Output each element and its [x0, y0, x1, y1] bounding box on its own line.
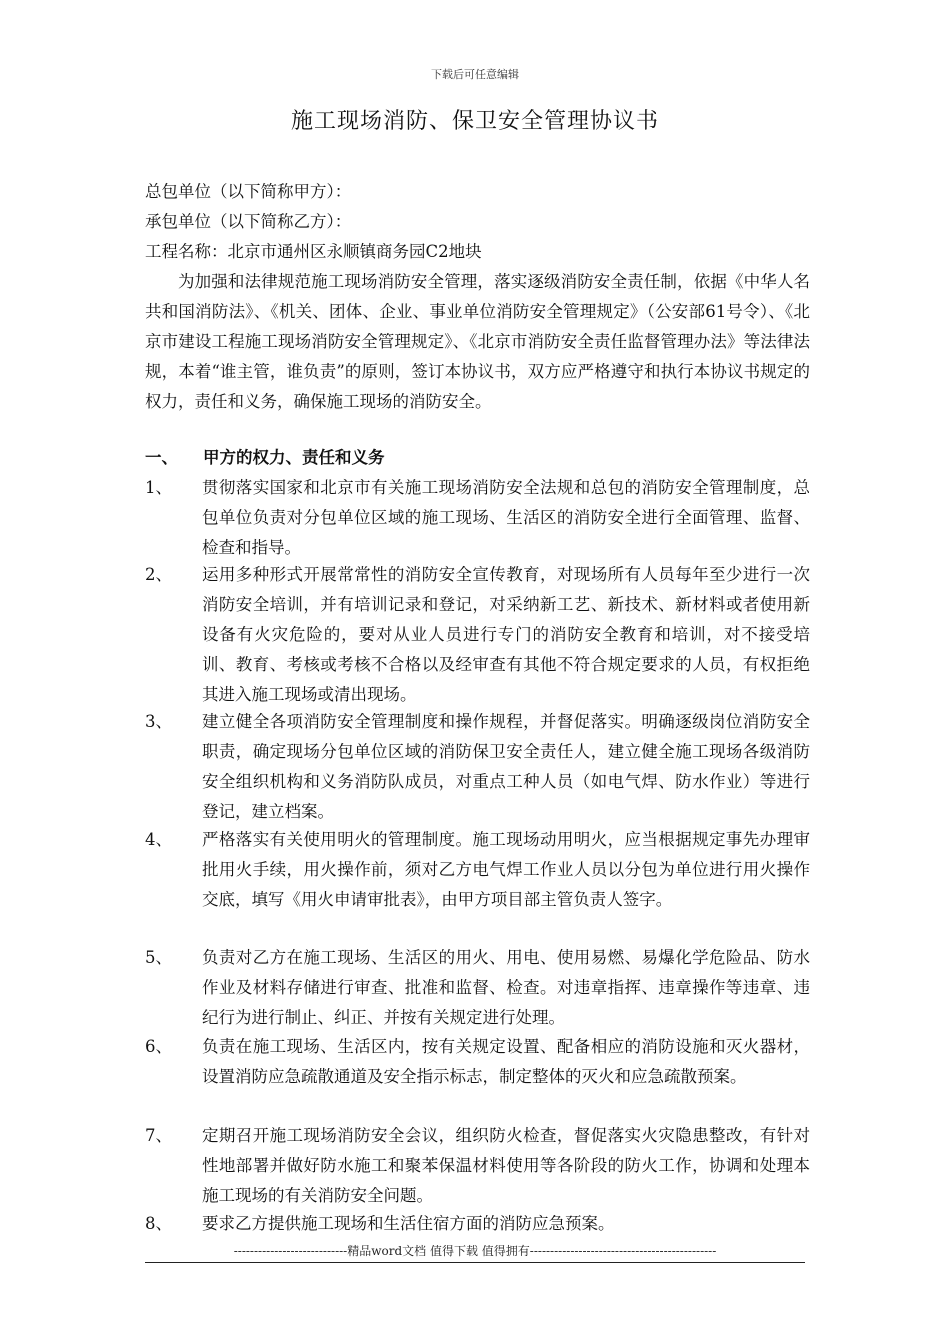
list-item-text: 定期召开施工现场消防安全会议，组织防火检查，督促落实火灾隐患整改，有针对性地部署并做好防水施工和聚苯保温材料使用等各阶段的防火工作，协调和处理本施工现场的有关消防安全问题。	[202, 1126, 810, 1205]
list-item	[145, 707, 810, 827]
list-item	[145, 560, 810, 710]
section-heading	[145, 443, 385, 473]
list-item-number: 8、	[145, 1214, 172, 1233]
field-general-contractor: 总包单位（以下简称甲方）：	[145, 182, 352, 201]
document-title: 施工现场消防、保卫安全管理协议书	[290, 109, 659, 134]
list-item-number: 2、	[145, 565, 172, 584]
list-item-text: 建立健全各项消防安全管理制度和操作规程，并督促落实。明确逐级岗位消防安全职责，确定现场分包单位区域的消防保卫安全责任人，建立健全施工现场各级消防安全组织机构和义务消防队成员，对重点工种人员（如电气焊、防水作业）等进行登记，建立档案。	[202, 712, 810, 821]
document-body	[145, 177, 810, 1237]
section-number: 一、	[145, 448, 178, 467]
list-item-number: 3、	[145, 712, 172, 731]
header-note: 下载后可任意编辑	[431, 68, 519, 81]
list-item-text: 运用多种形式开展常常性的消防安全宣传教育，对现场所有人员每年至少进行一次消防安全培训，并有培训记录和登记，对采纳新工艺、新技术、新材料或者使用新设备有火灾危险的，要对从业人员进行专门的消防安全教育和培训，对不接受培训、教育、考核或考核不合格以及经审查有其他不符合规定要求的人员，有权拒绝其进入施工现场或清出现场。	[202, 565, 810, 704]
list-item	[145, 943, 810, 1033]
list-item	[145, 825, 810, 915]
section-title: 甲方的权力、责任和义务	[203, 448, 385, 467]
footer-note: ----------------------------精品word文档 值得下载 值得拥有----------------------------------------------	[233, 1244, 717, 1258]
list-item-number: 7、	[145, 1126, 172, 1145]
list-item-number: 5、	[145, 948, 172, 967]
field-project-name: 工程名称：北京市通州区永顺镇商务园C2地块	[145, 242, 482, 261]
intro-paragraph: 为加强和法律规范施工现场消防安全管理，落实逐级消防安全责任制，依据《中华人名共和国消防法》、《机关、团体、企业、事业单位消防安全管理规定》（公安部61号令）、《北京市建设工程施工现场消防安全管理规定》、《北京市消防安全责任监督管理办法》等法律法规，本着“谁主管，谁负责”的原则，签订本协议书，双方应严格遵守和执行本协议书规定的权力，责任和义务，确保施工现场的消防安全。	[145, 272, 810, 411]
list-item	[145, 1032, 810, 1092]
list-item-text: 负责对乙方在施工现场、生活区的用火、用电、使用易燃、易爆化学危险品、防水作业及材料存储进行审查、批准和监督、检查。对违章指挥、违章操作等违章、违纪行为进行制止、纠正、并按有关规定进行处理。	[202, 948, 810, 1027]
list-item-text: 要求乙方提供施工现场和生活住宿方面的消防应急预案。	[202, 1214, 615, 1233]
footer-rule	[145, 1262, 805, 1263]
list-item	[145, 473, 810, 563]
list-item	[145, 1209, 810, 1239]
list-item	[145, 1121, 810, 1211]
field-subcontractor: 承包单位（以下简称乙方）：	[145, 212, 352, 231]
list-item-text: 严格落实有关使用明火的管理制度。施工现场动用明火，应当根据规定事先办理审批用火手续，用火操作前，须对乙方电气焊工作业人员以分包为单位进行用火操作交底，填写《用火申请审批表》，由甲方项目部主管负责人签字。	[202, 830, 810, 909]
list-item-text: 贯彻落实国家和北京市有关施工现场消防安全法规和总包的消防安全管理制度，总包单位负责对分包单位区域的施工现场、生活区的消防安全进行全面管理、监督、检查和指导。	[202, 478, 810, 557]
list-item-number: 6、	[145, 1037, 172, 1056]
list-item-number: 4、	[145, 830, 172, 849]
list-item-text: 负责在施工现场、生活区内，按有关规定设置、配备相应的消防设施和灭火器材，设置消防应急疏散通道及安全指示标志，制定整体的灭火和应急疏散预案。	[202, 1037, 810, 1086]
list-item-number: 1、	[145, 478, 172, 497]
